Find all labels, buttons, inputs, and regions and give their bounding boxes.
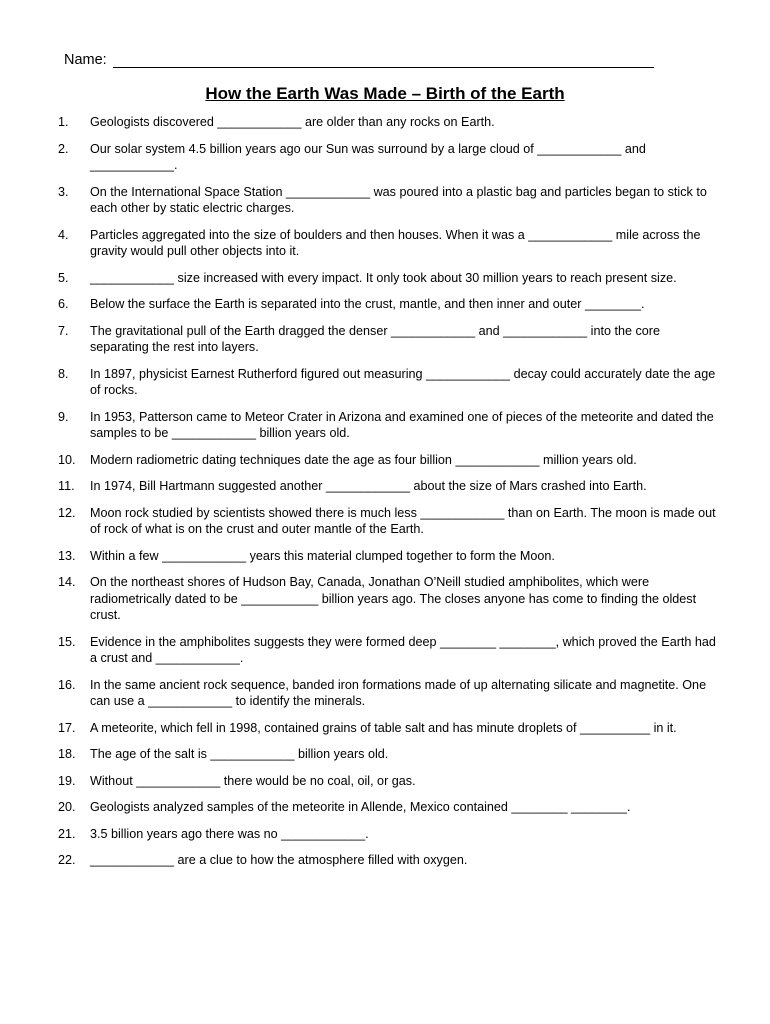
worksheet-title: How the Earth Was Made – Birth of the Earth [205,84,565,103]
question-number: 21. [58,826,76,841]
question-item [58,323,718,356]
name-field-row [64,46,654,68]
question-number: 16. [58,677,76,692]
question-text: In 1953, Patterson came to Meteor Crater in Arizona and examined one of pieces of the meteorite and dated the samples to be ____________ billion years old. [90,409,714,440]
question-item [58,826,718,843]
question-item [58,227,718,260]
name-label: Name: [64,52,107,68]
question-number: 3. [58,184,69,199]
question-number: 6. [58,297,69,311]
question-item [58,141,718,174]
question-item [58,852,718,869]
question-number: 13. [58,548,76,563]
question-item [58,677,718,710]
question-number: 5. [58,270,69,285]
question-number: 11. [58,479,75,493]
question-text: On the International Space Station ____________ was poured into a plastic bag and particles began to stick to each other by static electric charges. [90,184,707,215]
question-text: Our solar system 4.5 billion years ago our Sun was surround by a large cloud of ____________ and ____________. [90,141,646,172]
question-number: 9. [58,409,69,424]
question-text: The gravitational pull of the Earth dragged the denser ____________ and ____________ into the core separating the rest into layers. [90,323,660,354]
question-text: ____________ size increased with every impact. It only took about 30 million years to reach present size. [90,270,677,285]
question-text: In 1897, physicist Earnest Rutherford figured out measuring ____________ decay could accurately date the age of rocks. [90,366,716,397]
question-text: Evidence in the amphibolites suggests they were formed deep ________ ________, which proved the Earth had a crust and ____________. [90,634,716,665]
question-text: Particles aggregated into the size of boulders and then houses. When it was a ____________ mile across the gravity would pull other objects into it. [90,227,701,258]
question-number: 19. [58,773,76,788]
question-number: 18. [58,747,76,761]
name-blank-line[interactable] [113,53,654,68]
question-list [58,114,718,879]
question-text: Below the surface the Earth is separated into the crust, mantle, and then inner and outer ________. [90,297,645,311]
question-text: ____________ are a clue to how the atmosphere filled with oxygen. [90,853,468,867]
question-item [58,270,718,287]
question-item [58,548,718,565]
question-item [58,114,718,131]
question-number: 7. [58,323,69,338]
question-text: Without ____________ there would be no coal, oil, or gas. [90,773,416,788]
question-number: 20. [58,800,76,814]
question-text: Geologists analyzed samples of the meteorite in Allende, Mexico contained ________ ________. [90,800,631,814]
question-item [58,184,718,217]
question-text: On the northeast shores of Hudson Bay, Canada, Jonathan O’Neill studied amphibolites, which were radiometrically dated to be ___________ billion years ago. The closes anyone has come to finding the oldest crust. [90,575,697,622]
question-text: A meteorite, which fell in 1998, contained grains of table salt and has minute droplets of __________ in it. [90,720,677,735]
question-number: 10. [58,452,76,467]
question-item [58,634,718,667]
question-item [58,478,718,495]
question-number: 12. [58,505,76,520]
question-item [58,296,718,313]
question-item [58,452,718,469]
question-item [58,505,718,538]
question-text: In 1974, Bill Hartmann suggested another ____________ about the size of Mars crashed into Earth. [90,479,647,493]
question-text: 3.5 billion years ago there was no ____________. [90,826,369,841]
question-text: Moon rock studied by scientists showed there is much less ____________ than on Earth. The moon is made out of rock of what is on the crust and outer mantle of the Earth. [90,505,716,536]
question-item [58,746,718,763]
question-item [58,409,718,442]
question-number: 17. [58,720,76,735]
question-number: 22. [58,853,76,867]
question-item [58,366,718,399]
question-text: Modern radiometric dating techniques date the age as four billion ____________ million years old. [90,452,637,467]
question-number: 15. [58,634,76,649]
question-text: Geologists discovered ____________ are older than any rocks on Earth. [90,115,495,129]
question-item [58,720,718,737]
question-item [58,574,718,624]
question-number: 4. [58,227,69,242]
question-text: In the same ancient rock sequence, banded iron formations made of up alternating silicate and magnetite. One can use a ____________ to identify the minerals. [90,677,707,708]
question-text: The age of the salt is ____________ billion years old. [90,747,389,761]
question-text: Within a few ____________ years this material clumped together to form the Moon. [90,548,555,563]
question-number: 2. [58,141,69,156]
question-number: 1. [58,115,69,129]
question-number: 8. [58,366,69,381]
question-number: 14. [58,575,76,589]
question-item [58,773,718,790]
question-item [58,799,718,816]
